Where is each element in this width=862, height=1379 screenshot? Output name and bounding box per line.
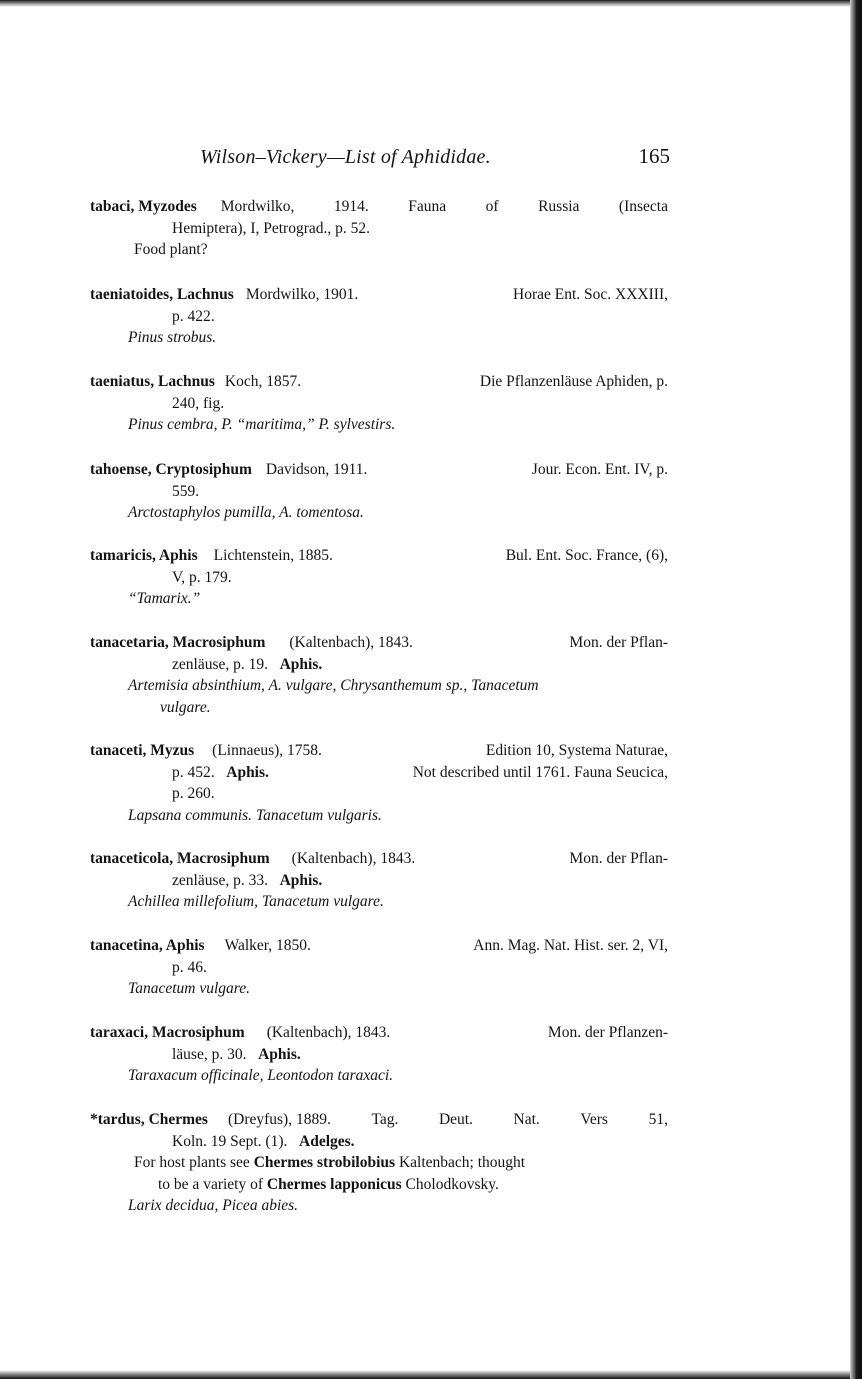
entry-note	[90, 1152, 670, 1174]
citation-word: Mordwilko,	[220, 198, 295, 215]
scan-border-top	[0, 0, 850, 7]
scan-border-right	[850, 0, 862, 1379]
entry-tabaci	[90, 196, 670, 261]
citation-word: 1914.	[333, 198, 369, 215]
citation-source: Horae Ent. Soc. XXXIII,	[513, 286, 668, 303]
entry-note-continued	[90, 1174, 670, 1196]
entry-tardus	[90, 1109, 670, 1217]
citation-continuation	[90, 870, 670, 892]
genus-note: Aphis.	[279, 655, 323, 673]
citation-continuation: p. 422.	[172, 307, 215, 325]
entry-name: tahoense, Cryptosiphum	[90, 461, 252, 478]
entry-name: tamaricis, Aphis	[90, 547, 198, 564]
entry-tanaceti	[90, 740, 670, 826]
entry-tahoense	[90, 459, 670, 524]
entry-taraxaci	[90, 1022, 670, 1087]
entry-first-line	[90, 740, 668, 762]
entry-first-line	[90, 935, 668, 957]
entry-taeniatus	[90, 371, 670, 436]
citation-source: Mon. der Pflan-	[569, 850, 668, 867]
entry-first-line	[90, 632, 668, 654]
note-text: to be a variety of	[158, 1175, 267, 1193]
citation-text: p. 452.	[172, 763, 215, 781]
entry-first-line	[90, 459, 668, 481]
citation-continuation	[90, 654, 670, 676]
citation-continuation: p. 46.	[172, 958, 207, 976]
host-plants: Arctostaphylos pumilla, A. tomentosa.	[128, 504, 364, 521]
entry-name: tanacetaria, Macrosiphum	[90, 634, 266, 651]
note-text: Kaltenbach; thought	[395, 1154, 526, 1171]
citation-source: Mon. der Pflanzen-	[547, 1024, 668, 1041]
entry-tanacetina	[90, 935, 670, 1000]
entry-tanacetaria	[90, 632, 670, 718]
entry-first-line	[90, 848, 668, 870]
entry-first-line	[90, 1022, 668, 1044]
page-header	[200, 146, 670, 176]
citation-source: Jour. Econ. Ent. IV, p.	[531, 461, 668, 478]
entry-tanaceticola	[90, 848, 670, 913]
host-plants: Pinus cembra, P. “maritima,” P. sylvestirs.	[128, 416, 396, 433]
citation-text: zenläuse, p. 33.	[172, 871, 268, 889]
entry-name: tanaceticola, Macrosiphum	[90, 850, 270, 867]
scan-border-bottom	[0, 1370, 850, 1379]
note-text: For host plants see	[134, 1154, 254, 1171]
citation-continuation: V, p. 179.	[172, 568, 232, 586]
citation-word: of	[485, 198, 499, 215]
running-title: Wilson–Vickery—List of Aphididae.	[200, 146, 491, 168]
citation-author-year: (Kaltenbach), 1843.	[291, 850, 416, 867]
citation-continuation: 240, fig.	[172, 394, 225, 412]
entry-note: Food plant?	[134, 241, 208, 258]
entry-first-line	[90, 371, 668, 393]
citation-word: Nat.	[513, 1111, 540, 1128]
note-species: Chermes strobilobius	[253, 1154, 396, 1171]
host-plants: Achillea millefolium, Tanacetum vulgare.	[128, 893, 384, 910]
genus-note: Aphis.	[279, 871, 323, 889]
entry-tamaricis	[90, 545, 670, 610]
citation-text: Koln. 19 Sept. (1).	[172, 1132, 288, 1150]
entry-first-line	[90, 196, 668, 218]
host-plants: Lapsana communis. Tanacetum vulgaris.	[128, 806, 382, 824]
citation-continuation: Hemiptera), I, Petrograd., p. 52.	[172, 219, 370, 237]
citation-text: zenläuse, p. 19.	[172, 655, 268, 673]
entry-name: tanaceti, Myzus	[90, 742, 195, 759]
note-text: Cholodkovsky.	[401, 1175, 499, 1193]
citation-word: Fauna	[408, 198, 447, 215]
host-plants: Artemisia absinthium, A. vulgare, Chrysanthemum sp., Tanacetum	[128, 677, 539, 694]
citation-continuation	[90, 1044, 670, 1066]
citation-word: 51,	[648, 1111, 668, 1128]
genus-note: Adelges.	[299, 1132, 355, 1150]
citation-source: Mon. der Pflan-	[569, 634, 668, 651]
entry-name: *tardus, Chermes	[90, 1111, 208, 1128]
citation-word: Tag.	[371, 1111, 399, 1128]
entry-taeniatoides	[90, 284, 670, 349]
citation-author-year: (Linnaeus), 1758.	[212, 742, 322, 759]
host-plants-continued: vulgare.	[160, 698, 211, 716]
citation-continuation	[90, 1131, 670, 1153]
citation-author-year: Walker, 1850.	[224, 937, 311, 954]
citation-author-year: Lichtenstein, 1885.	[213, 547, 333, 564]
host-plants: Taraxacum officinale, Leontodon taraxaci.	[128, 1067, 394, 1084]
entry-first-line	[90, 1109, 668, 1131]
citation-source: Ann. Mag. Nat. Hist. ser. 2, VI,	[473, 937, 668, 954]
genus-note: Aphis.	[258, 1045, 301, 1063]
entry-name: tabaci, Myzodes	[90, 198, 197, 215]
entry-name: taeniatus, Lachnus	[90, 373, 215, 390]
citation-word: Deut.	[438, 1111, 473, 1128]
citation-source: Die Pflanzenläuse Aphiden, p.	[479, 373, 668, 390]
host-plants: Tanacetum vulgare.	[128, 980, 250, 997]
citation-author-year: (Kaltenbach), 1843.	[289, 634, 413, 651]
citation-author-year: (Kaltenbach), 1843.	[266, 1024, 391, 1041]
citation-text: läuse, p. 30.	[172, 1045, 247, 1063]
citation-continuation: 559.	[172, 482, 200, 500]
page-number: 165	[638, 144, 670, 168]
citation-remark: Not described until 1761. Fauna Seucica,	[412, 763, 668, 781]
citation-source: Bul. Ent. Soc. France, (6),	[505, 547, 668, 564]
genus-note: Aphis.	[226, 763, 269, 781]
entry-name: taeniatoides, Lachnus	[90, 286, 234, 303]
entry-first-line	[90, 284, 668, 306]
host-plants: Larix decidua, Picea abies.	[128, 1197, 299, 1214]
citation-author-year: Koch, 1857.	[224, 373, 302, 390]
citation-word: (Insecta	[618, 198, 668, 215]
host-plants: Pinus strobus.	[128, 329, 217, 346]
entry-name: taraxaci, Macrosiphum	[90, 1024, 245, 1041]
citation-continuation: p. 260.	[172, 785, 215, 802]
entry-first-line	[90, 545, 668, 567]
citation-source: Edition 10, Systema Naturae,	[485, 742, 668, 759]
citation-word: (Dreyfus), 1889.	[227, 1111, 331, 1128]
host-plants: “Tamarix.”	[128, 590, 201, 607]
citation-word: Russia	[538, 198, 580, 215]
citation-author-year: Mordwilko, 1901.	[245, 286, 359, 303]
note-species: Chermes lapponicus	[266, 1175, 402, 1193]
citation-word: Vers	[580, 1111, 608, 1128]
entry-name: tanacetina, Aphis	[90, 937, 205, 954]
citation-author-year: Davidson, 1911.	[265, 461, 368, 478]
citation-continuation	[90, 762, 668, 784]
